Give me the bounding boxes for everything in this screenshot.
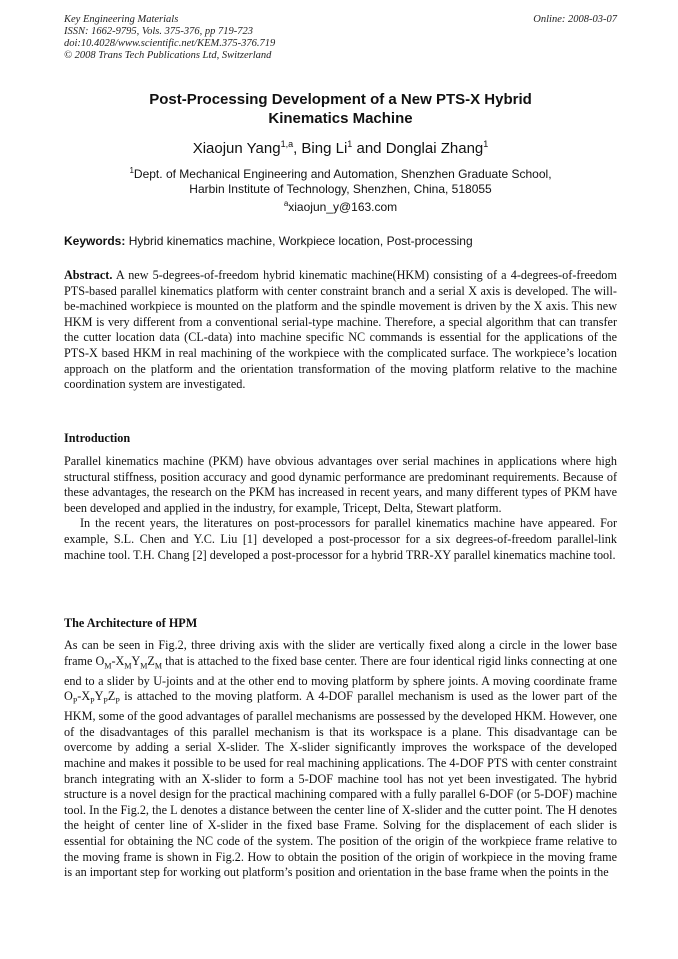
symbol-part: Z: [107, 689, 116, 704]
architecture-text: As can be seen in Fig.2, three driving axis with the slider are vertically fixed along a circle in the lower base frame: [64, 638, 617, 668]
author-separator: and: [352, 140, 386, 157]
symbol-subscript: P: [115, 696, 120, 706]
symbol-part: O: [64, 689, 73, 704]
abstract-text: A new 5-degrees-of-freedom hybrid kinematic machine(HKM) consisting of a 4-degrees-of-freedom PTS-based parallel kinematics platform with center constraint branch and a serial X axis is developed. The will-be-machined workpiece is mounted on the platform and the spindle movement is driven by the X axis. This new HKM is very different from a conventional serial-type machine. Therefore, a special algorithm that can transfer the cutter location data (CL-data) into machine specific NC commands is essential for the applications of the PTS-X based HKM in real machining of the workpiece with the complicated surface. The workpiece’s location approach on the platform and the orientation transformation of the moving platform relative to the machine coordination system are investigated.: [64, 268, 617, 392]
affiliation-text: Dept. of Mechanical Engineering and Automation, Shenzhen Graduate School,: [133, 167, 552, 181]
affiliation: [64, 163, 617, 197]
author-email: [64, 199, 617, 214]
journal-copyright: © 2008 Trans Tech Publications Ltd, Switzerland: [64, 50, 272, 61]
abstract-paragraph: [64, 268, 617, 393]
symbol-part: Z: [147, 653, 155, 668]
email-address: xiaojun_y@163.com: [288, 200, 398, 214]
keywords-label: Keywords:: [64, 234, 126, 248]
author-name: Xiaojun Yang: [192, 140, 281, 157]
author-separator: ,: [293, 140, 302, 157]
symbol-part: Y: [131, 653, 141, 668]
paper-title-line1: Post-Processing Development of a New PTS-X Hybrid: [149, 91, 532, 108]
symbol-subscript: P: [72, 696, 78, 706]
architecture-section: [64, 638, 617, 881]
base-frame-symbol: [95, 653, 162, 671]
architecture-paragraph: [64, 638, 617, 881]
author-list: [64, 139, 617, 157]
author-affiliation-marker: 1: [347, 139, 353, 149]
journal-header: [64, 14, 617, 62]
symbol-part: -X: [111, 653, 125, 668]
author-affiliation-marker: 1: [483, 139, 489, 149]
symbol-subscript: M: [140, 661, 148, 671]
symbol-part: Y: [94, 689, 104, 704]
symbol-subscript: M: [154, 661, 162, 671]
author-name: Donglai Zhang: [385, 140, 484, 157]
abstract: [64, 268, 617, 393]
online-date: Online: 2008-03-07: [533, 14, 617, 25]
architecture-heading: The Architecture of HPM: [64, 616, 198, 630]
introduction-section: [64, 454, 617, 563]
affiliation-marker: 1: [129, 166, 134, 175]
introduction-paragraph-2: In the recent years, the literatures on post-processors for parallel kinematics machine have appeared. For example, S.L. Chen and Y.C. Liu [1] developed a post-processor for a six degrees-of-freedom parallel-link machine tool. T.H. Chang [2] developed a post-processor for a hybrid TRR-XY parallel kinematics machine tool.: [64, 516, 617, 562]
symbol-subscript: P: [90, 696, 95, 706]
author-name: Bing Li: [301, 140, 348, 157]
symbol-part: O: [95, 653, 105, 668]
architecture-text: that is attached to the fixed base center. There are four identical rigid links connecting at one end to a slider by U-joints and at the other end to moving platform by sphere joints. A moving coordinate frame: [64, 653, 617, 688]
email-marker: a: [283, 199, 289, 208]
affiliation-line2: Harbin Institute of Technology, Shenzhen, China, 518055: [189, 182, 492, 196]
symbol-subscript: M: [124, 661, 132, 671]
moving-frame-symbol: [64, 689, 120, 706]
introduction-paragraph-1: Parallel kinematics machine (PKM) have obvious advantages over serial machines in applications where high structural stiffness, position accuracy and good dynamic performance are predominant requirements. Because of these advantages, the research on the PKM has increased in recent years, and many different types of PKM have been developed and applied in the industry, for example, Tricept, Delta, Stewart platform.: [64, 454, 617, 515]
symbol-subscript: P: [103, 696, 108, 706]
author-affiliation-marker: 1,a: [280, 139, 294, 149]
affiliation-line1: [64, 163, 617, 182]
symbol-part: -X: [77, 689, 91, 704]
introduction-heading: Introduction: [64, 431, 131, 445]
keywords: [64, 234, 617, 248]
keywords-text: Hybrid kinematics machine, Workpiece location, Post-processing: [125, 234, 473, 248]
paper-title-line2: Kinematics Machine: [268, 110, 413, 127]
journal-name: Key Engineering Materials: [64, 14, 179, 25]
abstract-label: Abstract.: [64, 268, 113, 282]
symbol-subscript: M: [104, 661, 112, 671]
journal-doi: doi:10.4028/www.scientific.net/KEM.375-376.719: [64, 38, 276, 49]
journal-issn: ISSN: 1662-9795, Vols. 375-376, pp 719-723: [64, 26, 253, 37]
architecture-text: is attached to the moving platform. A 4-DOF parallel mechanism is used as the lower part of the HKM, some of the good advantages of parallel mechanisms are possessed by the developed HKM. However, one of the disadvantages of this parallel mechanism is that its workspace is a plane. This disadvantage can be overcome by adding a serial X-slider. The X-slider significantly improves the workspace of the developed machine and makes it possible to be used for real machining applications. The 4-DOF PTS with center constraint branch integrating with an X-slider to form a 5-DOF machine tool has not yet been investigated. The hybrid structure is a novel design for the practical machining compared with a fully parallel 6-DOF (or 5-DOF) machine tool. In the Fig.2, the L denotes a distance between the center line of X-slider and the cutter point. The H denotes the height of center line of X-slider in the fixed base Frame. Solving for the displacement of each slider is essential for obtaining the NC code of the system. The position of the origin of the workpiece frame relative to the moving frame is shown in Fig.2. How to obtain the position of the origin of workpiece in the moving frame is an important step for working out platform’s position and orientation in the base frame when the points in the: [64, 689, 617, 880]
paper-title: [64, 90, 617, 128]
